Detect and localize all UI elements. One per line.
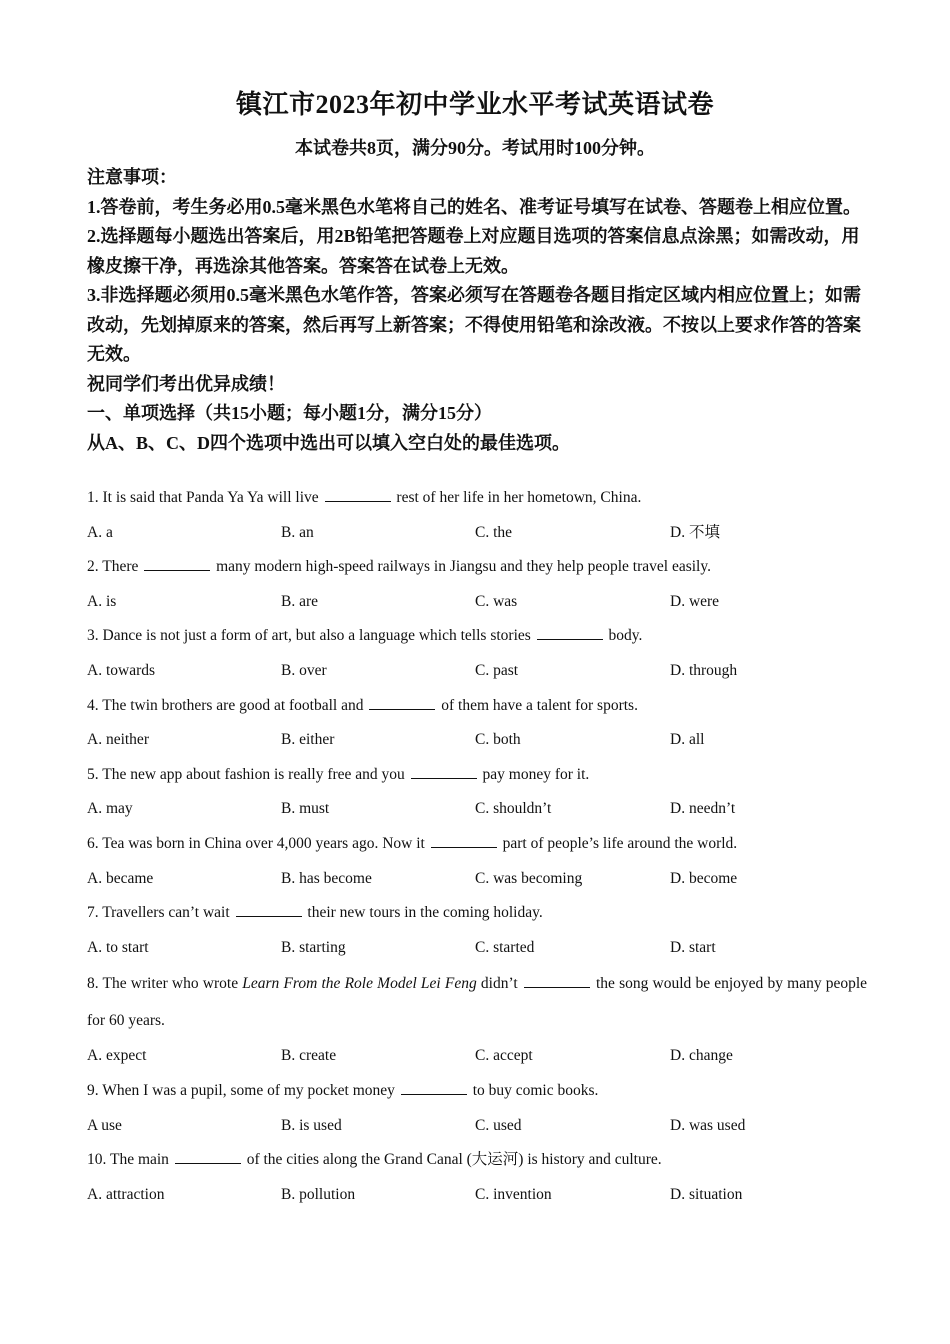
option-b: B. create — [281, 1047, 337, 1065]
option-b: B. either — [281, 731, 335, 749]
answer-blank — [369, 695, 435, 710]
question-stem: 6. Tea was born in China over 4,000 years ago. Now it part of people’s life around the world. — [87, 834, 738, 852]
option-d: D. needn’t — [670, 800, 736, 818]
option-a: A. a — [87, 523, 113, 541]
option-row — [87, 792, 867, 827]
note-item: 2.选择题每小题选出答案后，用2B铅笔把答题卷上对应题目选项的答案信息点涂黑；如需改动，用橡皮擦干净，再选涂其他答案。答案答在试卷上无效。 — [87, 226, 860, 276]
answer-blank — [325, 487, 391, 502]
option-b: B. starting — [281, 938, 346, 956]
option-c: C. past — [475, 661, 519, 679]
option-row — [87, 1039, 867, 1074]
option-row — [87, 931, 867, 966]
option-d: D. change — [670, 1047, 733, 1065]
option-b: B. has become — [281, 869, 372, 887]
option-d: D. 不填 — [670, 523, 720, 541]
option-d: D. through — [670, 661, 738, 679]
option-a: A. expect — [87, 1047, 147, 1065]
answer-blank — [175, 1149, 241, 1164]
option-row — [87, 585, 867, 620]
option-d: D. were — [670, 592, 720, 610]
option-c: C. the — [475, 523, 513, 541]
exam-title: 镇江市2023年初中学业水平考试英语试卷 — [235, 90, 714, 119]
option-row — [87, 1178, 867, 1213]
answer-blank — [537, 625, 603, 640]
question-stem: 7. Travellers can’t wait their new tours in the coming holiday. — [87, 904, 543, 922]
option-d: D. was used — [670, 1116, 746, 1134]
answer-blank — [431, 833, 497, 848]
section-title: 一、单项选择（共15小题；每小题1分，满分15分） — [87, 403, 492, 423]
option-a: A. became — [87, 869, 154, 887]
option-d: D. become — [670, 869, 738, 887]
option-row — [87, 723, 867, 758]
question-stem: 8. The writer who wrote Learn From the Role Model Lei Feng didn’t the song would be enjoyed by many people for 60 years. — [87, 975, 868, 1030]
option-b: B. are — [281, 592, 319, 610]
option-c: C. shouldn’t — [475, 800, 552, 818]
option-c: C. was becoming — [475, 869, 583, 887]
option-c: C. both — [475, 731, 521, 749]
question-stem: 4. The twin brothers are good at football and of them have a talent for sports. — [87, 696, 638, 714]
section-instruction: 从A、B、C、D四个选项中选出可以填入空白处的最佳选项。 — [87, 432, 571, 453]
option-b: B. must — [281, 800, 330, 818]
option-b: B. pollution — [281, 1185, 356, 1203]
option-a: A. may — [87, 800, 133, 818]
option-a: A. attraction — [87, 1185, 165, 1203]
option-b: B. over — [281, 661, 327, 679]
option-a: A. neither — [87, 731, 149, 749]
note-item: 3.非选择题必须用0.5毫米黑色水笔作答，答案必须写在答题卷各题目指定区域内相应位置上；如需改动，先划掉原来的答案，然后再写上新答案；不得使用铅笔和涂改液。不按以上要求作答的答案无效。 — [87, 285, 861, 364]
option-d: D. all — [670, 731, 705, 749]
option-row — [87, 654, 867, 689]
answer-blank — [524, 973, 590, 988]
exam-subtitle: 本试卷共8页，满分90分。考试用时100分钟。 — [295, 138, 655, 158]
notes-heading: 注意事项： — [87, 167, 177, 187]
option-c: C. accept — [475, 1047, 533, 1065]
question-stem: 5. The new app about fashion is really free and you pay money for it. — [87, 765, 590, 783]
question-stem: 2. There many modern high-speed railways in Jiangsu and they help people travel easily. — [87, 558, 711, 576]
note-item: 1.答卷前，考生务必用0.5毫米黑色水笔将自己的姓名、准考证号填写在试卷、答题卷上相应位置。 — [87, 196, 861, 217]
question-stem: 3. Dance is not just a form of art, but also a language which tells stories body. — [87, 627, 643, 645]
answer-blank — [401, 1080, 467, 1095]
option-d: D. situation — [670, 1185, 743, 1203]
question-list — [87, 481, 867, 1212]
answer-blank — [411, 764, 477, 779]
song-title: Learn From the Role Model Lei Feng — [242, 975, 477, 993]
question-stem: 1. It is said that Panda Ya Ya will live rest of her life in her hometown, China. — [87, 489, 642, 506]
answer-blank — [236, 902, 302, 917]
option-a: A. to start — [87, 938, 149, 956]
option-a: A. is — [87, 592, 117, 610]
option-c: C. used — [475, 1116, 522, 1134]
option-b: B. is used — [281, 1116, 342, 1134]
option-row — [87, 516, 867, 551]
option-c: C. started — [475, 938, 535, 956]
option-c: C. was — [475, 592, 518, 610]
question-stem: 10. The main of the cities along the Grand Canal (大运河) is history and culture. — [87, 1151, 662, 1169]
exam-notes — [87, 163, 877, 458]
option-row — [87, 1109, 867, 1144]
option-row — [87, 862, 867, 897]
option-a: A use — [87, 1116, 122, 1134]
option-b: B. an — [281, 523, 314, 541]
wish-text: 祝同学们考出优异成绩！ — [87, 373, 285, 394]
answer-blank — [144, 556, 210, 571]
question-stem: 9. When I was a pupil, some of my pocket money to buy comic books. — [87, 1081, 599, 1099]
option-c: C. invention — [475, 1185, 552, 1203]
option-d: D. start — [670, 938, 716, 956]
option-a: A. towards — [87, 661, 156, 679]
